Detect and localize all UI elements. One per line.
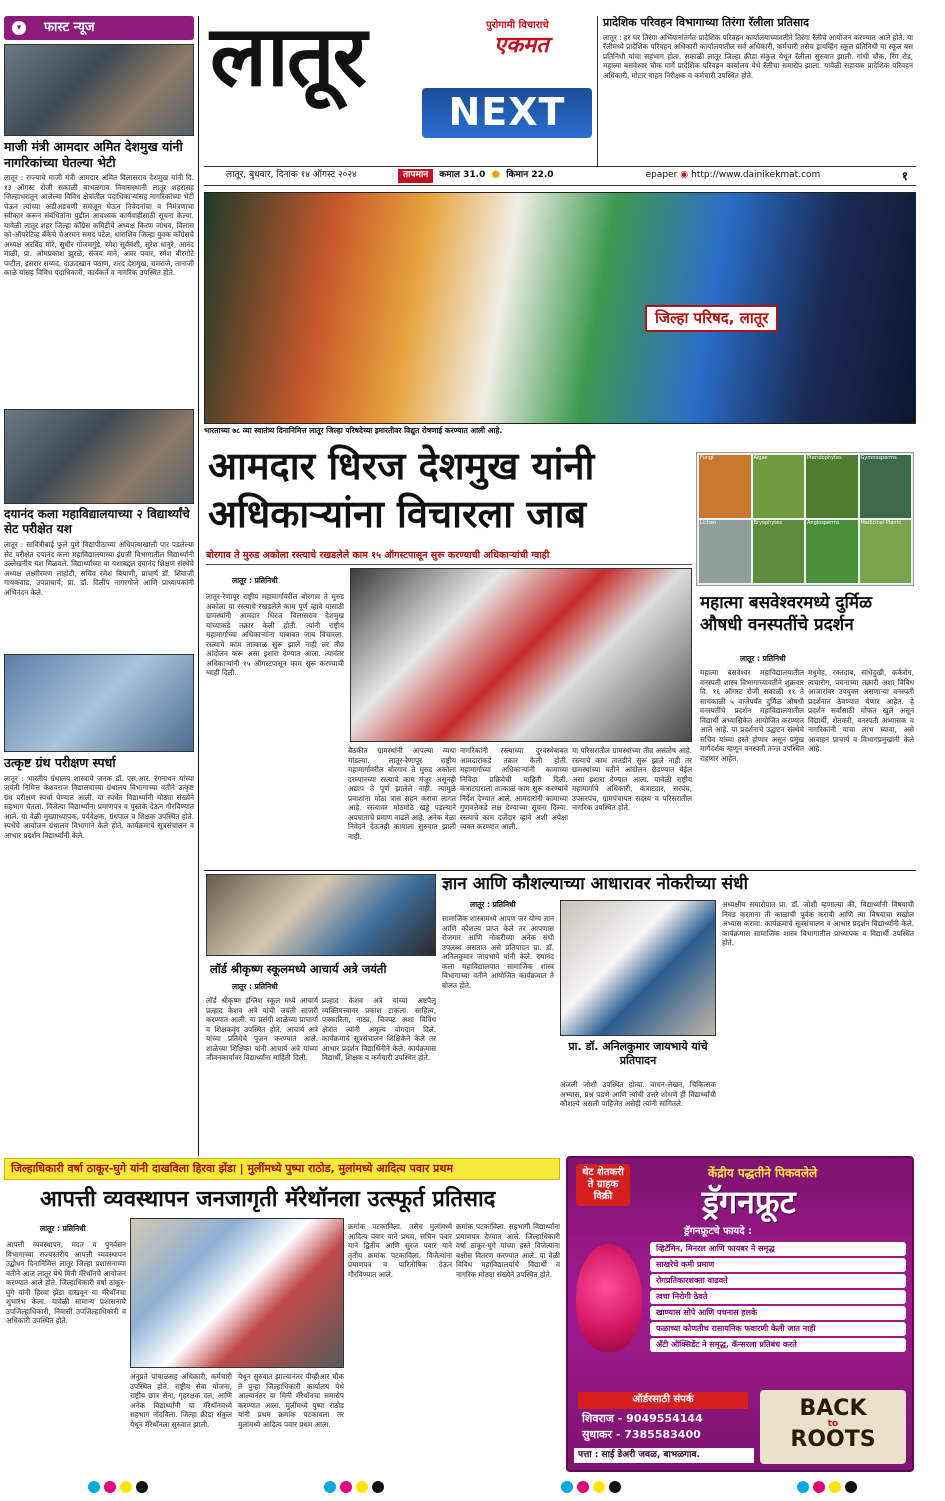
sun-icon: ✹ <box>490 167 502 183</box>
temp-min: किमान 22.0 <box>506 170 554 181</box>
main-photo <box>204 192 916 424</box>
website-link[interactable]: http://www.dainikekmat.com <box>691 170 821 181</box>
advert-title-small: केंद्रीय पद्धतीने पिकवलेले <box>708 1166 818 1180</box>
top-right-headline: प्रादेशिक परिवहन विभागाच्या तिरंगा रॅलीला प्रतिसाद <box>603 16 809 29</box>
plant-cell-pteridophytes: Pteridophytes <box>806 455 858 518</box>
lead-col4: या परिसरातील ग्रामस्थांच्या तीव्र असंतोष आहे. रस्त्याचे काम तातडीने सुरू झाले नाही तर ग्रामस्थांच्या वतीने आंदोलन छेडण्यात येईल असा इशारा देण्यात आला. यावेळी राष्ट्रीय महामार्गाचे अधिकारी, कंत्राटदार, सरपंच, उपसरपंच, ग्रामपंचायत सदस्य व परिसरातील नागरिक उपस्थित होते. <box>572 746 692 812</box>
main-photo-caption: भारताच्या ७८ व्या स्वातंत्र्य दिनानिमित्त लातूर जिल्हा परिषदेच्या इमारतीवर विद्युत रोषणाई करण्यात आली आहे. <box>204 426 503 435</box>
top-right-story <box>597 16 913 166</box>
plant-cell-fungi: Fungi <box>699 455 751 518</box>
page-number: १ <box>901 168 908 183</box>
acharya-headline: लॉर्ड श्रीकृष्ण स्कूलमध्ये आचार्य अत्रे जयंती <box>210 962 387 976</box>
skills-col2: अंजली जोशी उपस्थित होत्या. वाचन-लेखन, चिकित्सक अभ्यास, प्रश्न पडणे आणि त्यांची उत्तरे शोधणे ही विद्यार्थ्यांची कौशल्ये असली पाहिजेत असेही त्यांनी सांगितले. <box>560 1080 716 1108</box>
dateline-bar <box>204 166 916 186</box>
story3-headline: उत्कृष्ट ग्रंथ परीक्षण स्पर्धा <box>4 755 116 771</box>
benefit-item: खाण्यास सोपे आणि पचनास हलके <box>650 1306 906 1320</box>
plant-cell-algae: Algae <box>753 455 805 518</box>
story2-headline: दयानंद कला महाविद्यालयाच्या २ विद्यार्थ्यांचे सेट परीक्षेत यश <box>4 507 190 537</box>
benefit-item: साखरेचे कमी प्रमाण <box>650 1258 906 1272</box>
story2-body: लातूर : सावित्रीबाई फुले पुणे विद्यापीठाच्या अधिपत्याखाली पार पडलेल्या सेट परीक्षेत दयानंद कला महाविद्यालयाच्या इंग्रजी विभागातील विद्यार्थ्यांनी उल्लेखनीय यश मिळवले. विद्यार्थ्यांच्या या यशाबद्दल दयानंद शिक्षण संस्थेचे अध्यक्ष लक्ष्मीरमण लाहोटी, सचिव रमेश बियाणी, प्राचार्य डॉ. शिवाजी गायकवाड, उपप्राचार्य, प्रा. डॉ. दिलीप नागरगोजे आणि प्राध्यापकांनी अभिनंदन केले. <box>4 540 194 597</box>
skills-col3: अध्यक्षीय समारोपात प्रा. डॉ. जोशी म्हणाल्या की, विद्यार्थ्यांनी विषयाची निवड करताना ती काळाची पूर्वक करावी आणि त्या विषयाचा सखोल अभ्यास करावा. कार्यक्रमाचे सूत्रसंचालन व आभार प्रदर्शन विद्यार्थ्यांनी केले. कार्यक्रमास सामाजिक शास्त्र विभागातील प्राध्यापक व विद्यार्थी उपस्थित होते. <box>722 900 914 947</box>
plants-col1: महात्मा बसवेश्वर महाविद्यालयातील वनस्पती शास्त्र विभागाच्यावतीने शुक्रवार दि. १६ ऑगस्ट रोजी सकाळी ११ ते सायंकाळी ५ वाजेपर्यंत दुर्मिळ औषधी वनस्पतींचे प्रदर्शन महाविद्यालयातील विद्यार्थी अभ्यासिकेत आयोजित करण्यात आले आहे. या प्रदर्शनाचे उद्घाटन संस्थेचे सचिव यांच्या हस्ते होणार असून प्रमुख मार्गदर्शक म्हणून वनस्पती तज्ज्ञ उपस्थित राहणार आहेत. <box>700 668 804 763</box>
mid-divider <box>204 870 916 871</box>
acharya-photo <box>206 874 436 956</box>
advert-address: पत्ता : साई डेअरी जवळ, बाभळगाव. <box>574 1448 754 1463</box>
story2-photo <box>4 409 194 504</box>
story1-photo <box>4 44 194 136</box>
dragonfruit-image <box>576 1244 642 1352</box>
advert-tag: थेट शेतकरी ते ग्राहक विक्री <box>576 1164 630 1206</box>
globe-icon: ◉ <box>680 170 689 181</box>
skills-byline: लातूर : प्रतिनिधी <box>470 900 516 909</box>
lead-photo <box>350 568 692 742</box>
lead-col2: बैठकीत ग्रामस्थांनी आपल्या व्यथा मांडल्या. लातूर-रेणापूर राष्ट्रीय महामार्गावरील बोरगाव ते मुरुड अकोला दरम्यानच्या रस्त्याचे काम मंजूर असूनही अद्याप ते पूर्ण झालेले नाही. त्यामुळे प्रवाशांना मोठा त्रास सहन करावा लागत आहे. रस्त्यावर मोठमोठे खड्डे पडल्याने अपघाताचे प्रमाण वाढले आहे. अनेक वेळा निवेदने देऊनही कामाला सुरुवात झाली नाही. <box>348 746 456 841</box>
temp-max: कमाल 31.0 <box>439 170 486 181</box>
plants-panel <box>696 452 914 586</box>
lead-headline-1: आमदार धिरज देशमुख यांनी <box>208 444 595 488</box>
acharya-col1: लॉर्ड श्रीकृष्ण इंग्लिश स्कूल मध्ये आचार्य प्रल्हाद केशव अत्रे यांची जयंती साजरी करण्यात आली. या प्रसंगी शाळेच्या प्राचार्या व शिक्षकवृंद उपस्थित होते. आचार्य अत्रे यांच्या प्रतिमेचे पूजन करण्यात आले. शाळेच्या शिक्षिका यांनी आचार्य अत्रे यांच्या जीवनकार्यावर विद्यार्थ्यांना माहिती दिली. <box>206 996 318 1062</box>
benefit-item: अँटी ऑक्सिडेंट ने समृद्ध, कॅन्सरला प्रतिबंध करते <box>650 1338 906 1352</box>
dateline-text: लातूर, बुधवार, दिनांक १४ ऑगस्ट २०२४ <box>226 170 357 181</box>
plant-cell-medicinal: Medicinal Plants <box>860 520 912 583</box>
story3-photo <box>4 654 194 752</box>
marathon-col3: येथून सुरुवात झाल्यानंतर पीव्हीआर चौक ते पुन्हा जिल्हाधिकारी कार्यालय येथे आल्यानंतर या मिनी मॅरेथॉनचा समारोप करण्यात आला. मुलींमध्ये पुष्पा राठोड यांनी प्रथम क्रमांक पटकावला तर मुलांमध्ये आदित्य पवार प्रथम आला. <box>238 1372 344 1429</box>
registration-marks-bottom <box>0 1480 945 1496</box>
advert-title-big: ड्रॅगनफ्रूट <box>702 1183 796 1221</box>
masthead-brand: एकमत <box>494 33 549 58</box>
skills-col1: सामाजिक शास्त्रामध्ये आपण जर योग्य ज्ञान आणि कौशल्य प्राप्त केले तर आपणास रोजगार आणि नोकरीच्या अनेक संधी उपलब्ध असतात असे प्रतिपादन प्रा. डॉ. अनिलकुमार जायभाये यांनी केले. दयानंद कला महाविद्यालयात सामाजिक शास्त्र विभागाच्या वतीने आयोजित कार्यक्रमात ते बोलत होते. <box>442 914 554 990</box>
story1-headline: माजी मंत्री आमदार अमित देशमुख यांनी नागरिकांच्या घेतल्या भेटी <box>4 139 183 170</box>
marathon-col1: आपत्ती व्यवस्थापन, मदत व पुनर्वसन विभागाच्या राज्यस्तरीय आपत्ती व्यवस्थापन उद्बोधन दिनानिमित्त लातूर जिल्हा प्रशासनाच्या वतीने आज लातूर येथे मिनी मॅरेथॉनचे आयोजन करण्यात आले होते. जिल्हाधिकारी वर्षा ठाकूर-घुगे यांनी हिरवा झेंडा दाखवून या मॅरेथॉनचा शुभारंभ केला. यावेळी सामान्य प्रशासनाचे उपजिल्हाधिकारी, निवासी उपजिल्हाधिकारी व अधिकारी उपस्थित होते. <box>6 1240 126 1325</box>
down-arrow-icon: ▾ <box>12 21 26 35</box>
plants-byline: लातूर : प्रतिनिधी <box>740 654 786 663</box>
marathon-col4: क्रमांक पटकाविला. तसेच मुलांमध्ये आदित्य पवार याने प्रथम, सचिन पवार याने द्वितीय आणि सुरज पवार याने तृतीय क्रमांक पटकाविला. विजेत्यांना प्रमाणपत्र व पारितोषिक देऊन गौरविण्यात आले. <box>348 1222 452 1279</box>
advert-contact1: शिवराज - 9049554144 <box>582 1412 703 1425</box>
fast-news-header <box>4 16 194 40</box>
plants-col2: मधुमेह, रक्तदाब, सांधेदुखी, कर्करोग, त्वचारोग, पचनाच्या तक्रारी अशा विविध आजारांवर उपयुक्त असणाऱ्या वनस्पती प्रदर्शनात ठेवण्यात येणार आहेत. हे प्रदर्शन सर्वांसाठी मोफत खुले असून विद्यार्थी, शेतकरी, वनस्पती अभ्यासक व नागरिकांनी याचा लाभ घ्यावा, असे आवाहन प्राचार्य व विभागप्रमुखांनी केले आहे. <box>808 668 914 753</box>
marathon-col2: अनुप्रते पांचाळसह अधिकारी, कर्मचारी उपस्थित होते. राष्ट्रीय सेवा योजना, राष्ट्रीय छात्र सेना, गृहरक्षक दल, आणि अनेक विद्यार्थ्यांनी या मॅरेथॉनमध्ये सहभाग नोंदविला. जिल्हा क्रीडा संकुल येथून मॅरेथॉनला सुरुवात झाली. <box>130 1372 232 1429</box>
cmyk-dots <box>86 1481 150 1496</box>
building-sign: जिल्हा परिषद, लातूर <box>645 305 778 332</box>
dragonfruit-advert <box>566 1156 914 1472</box>
masthead-tagline: पुरोगामी विचाराचे <box>486 20 549 31</box>
marathon-byline: लातूर : प्रतिनिधी <box>40 1224 86 1233</box>
marathon-col5: क्रमांक पटकाविला. सहभागी विद्यार्थ्यांना प्रमाणपत्र देण्यात आले. जिल्हाधिकारी वर्षा ठाकूर-घुगे यांच्या हस्ते विजेत्यांना बक्षीस वितरण करण्यात आले. या वेळी विविध महाविद्यालयांचे विद्यार्थी व नागरिक मोठ्या संख्येने उपस्थित होते. <box>456 1222 560 1279</box>
story3-body: लातूर : भारतीय ग्रंथालय शास्त्राचे जनक डॉ. एस.आर. रंगनाथन यांच्या जयंती निमित्त केशवराज विद्यालयाच्या ग्रंथालय विभागाच्या वतीने उत्कृष्ट ग्रंथ परीक्षण स्पर्धा घेण्यात आली. या स्पर्धेत विद्यार्थ्यांनी मोठ्या संख्येने सहभाग घेतला. विजेत्या विद्यार्थ्यांना प्रमाणपत्र व पुस्तके देऊन गौरविण्यात आले. या वेळी मुख्याध्यापक, पर्यवेक्षक, ग्रंथपाल व शिक्षक उपस्थित होते. स्पर्धेचे आयोजन ग्रंथालय विभागाने केले होते. कार्यक्रमाचे सूत्रसंचालन व आभार प्रदर्शन विद्यार्थ्यांनी केले. <box>4 773 194 840</box>
marathon-headline: आपत्ती व्यवस्थापन जनजागृती मॅरेथॉनला उत्स्फूर्त प्रतिसाद <box>40 1187 496 1212</box>
advert-contact2: सुधाकर - 7385583400 <box>582 1428 701 1441</box>
cmyk-dots <box>559 1481 623 1496</box>
lead-byline: लातूर : प्रतिनिधी <box>232 576 278 585</box>
masthead-next: NEXT <box>422 88 592 138</box>
plant-cell-angiosperms: Angiosperms <box>806 520 858 583</box>
skills-headline: ज्ञान आणि कौशल्याच्या आधारावर नोकरीच्या संधी <box>442 874 749 894</box>
plants-headline: महात्मा बसवेश्वरमध्ये दुर्मिळ औषधी वनस्पतींचे प्रदर्शन <box>700 593 872 636</box>
left-column <box>4 16 194 1156</box>
plant-cell-bryophytes: Bryophytes <box>753 520 805 583</box>
left-column-divider <box>198 16 199 1156</box>
benefit-item: रोगप्रतिकारशक्ता वाढवते <box>650 1274 906 1288</box>
acharya-col2: प्रल्हाद केशव अत्रे यांच्या अष्टपैलू व्यक्तिमत्त्वावर प्रकाश टाकला. साहित्य, पत्रकारिता, नाट्य, चित्रपट अशा विविध क्षेत्रांत त्यांनी अमूल्य योगदान दिले. कार्यक्रमाचे सूत्रसंचालन शिक्षिकेने केले तर आभार प्रदर्शन विद्यार्थिनीने केले. कार्यक्रमास विद्यार्थी, शिक्षक व कर्मचारी उपस्थित होते. <box>322 996 436 1062</box>
lead-subhead: बोरगाव ते मुरुड अकोला रस्त्याचे रखडलेले काम १५ ऑगस्टपासून सुरू करण्याची अधिकाऱ्यांची ग्वाही <box>206 550 692 565</box>
back-to-roots-logo: BACK to ROOTS <box>760 1390 906 1464</box>
marathon-photo <box>130 1218 344 1368</box>
benefit-item: फळाच्या कोणतीच रासायनिक फवारणी केली जात नाही <box>650 1322 906 1336</box>
story1-body: लातूर : राज्याचे माजी मंत्री आमदार अमित विलासराव देशमुख यांनी दि. १३ ऑगस्ट रोजी सकाळी बाभळगाव निवासस्थानी लातूर शहरासह जिल्हाभरातून आलेल्या विविध क्षेत्रांतील पदाधिकाऱ्यांसह नागरिकांच्या भेटी घेऊन त्यांच्या अडीअडचणी समजून घेऊन निवेदनांचा व निमंत्रणाचा स्वीकार करून संबंधितांना पुढील आवश्यक कार्यवाहीसाठी सूचना केल्या. यावेळी लातूर शहर जिल्हा काँग्रेस कमिटीचे अध्यक्ष किरण जाधव, विलास को-ऑपरेटिव्ह बँकेचे चेअरमन समद पटेल, धाराशिव जिल्हा युवक कॉंग्रेसचे अध्यक्ष अरविंद मोरे, सुधीर गोजमगुंडे, रमेश सूर्यवंशी, सुरेश धानुरे, आनंद माळी, प्रा. ओमप्रकाश झुरळे, संजय माने, अमर पवार, रमेश बीरगोटे पाटील, इसरार सय्यद, दाऊदखान पठाण, शरद देशमुख, रामराजे, तानाजी काळे यांसह विविध पदाधिकारी, कार्यकर्ते व नागरिक उपस्थित होते. <box>4 173 194 278</box>
cmyk-dots <box>795 1481 859 1496</box>
lead-col1: लातूर-रेणापूर राष्ट्रीय महामार्गावरील बोरगाव ते मुरुड अकोला या रस्त्याचे रखडलेले काम पूर्ण व्हावे यासाठी ग्रामस्थांनी आमदार धिरज विलासराव देशमुख यांच्याकडे तक्रार केली होती. त्यांनी राष्ट्रीय महामार्गाच्या अधिकाऱ्यांना याबाबत जाब विचारला. रस्त्याचे काम तात्काळ सुरू झाले नाही तर तीव्र आंदोलन करू असा इशारा देण्यात आला. त्यानंतर अधिकाऱ्यांनी १५ ऑगस्टपासून काम सुरू करण्याची ग्वाही दिली. <box>206 592 344 677</box>
skills-photo <box>560 900 716 1036</box>
cmyk-dots <box>322 1481 386 1496</box>
benefit-item: व्हिटॅमिन, मिनरल आणि फायबर ने समृद्ध <box>650 1242 906 1256</box>
advert-order-label: ऑर्डरसाठी संपर्क <box>578 1392 748 1409</box>
masthead-title-latur: लातूर <box>210 7 365 105</box>
temp-label: तापमान <box>398 169 433 182</box>
acharya-byline: लातूर : प्रतिनिधी <box>232 982 278 991</box>
plant-cell-lichen: Lichen <box>699 520 751 583</box>
skills-quote-box: प्रा. डॉ. अनिलकुमार जायभाये यांचे प्रतिपादन <box>568 1040 708 1068</box>
epaper-label: epaper <box>645 170 678 181</box>
benefit-item: त्वचा निरोगी ठेवते <box>650 1290 906 1304</box>
advert-benefits-header: ड्रॅगनफ्रूटचे फायदे : <box>684 1226 753 1237</box>
lead-col3: नागरिकांनी रस्त्याच्या दुरवस्थेबाबत आमदारांकडे तक्रार केली होती. महामार्गाच्या अधिकाऱ्यांनी कामाच्या निविदा प्रक्रियेची माहिती दिली. कंत्राटदाराला तात्काळ काम सुरू करण्याचे निर्देश देण्यात आले. आमदारांनी कामाच्या गुणवत्तेकडे लक्ष देण्याच्या सूचना दिल्या. रस्त्याचे काम दर्जेदार व्हावे अशी अपेक्षा व्यक्त करण्यात आली. <box>460 746 568 831</box>
masthead <box>204 7 594 164</box>
advert-benefits-list <box>646 1240 910 1354</box>
top-right-body: लातूर : हर घर तिरंगा अभियानांतर्गत प्रादेशिक परिवहन कार्यालयाच्यावतीने तिरंगा रॅलीचे आयोजन करण्यात आले होते. या रॅलीमध्ये प्रादेशिक परिवहन अधिकारी कार्यालयातील सर्व अधिकारी, कर्मचारी तसेच ड्रायव्हिंग स्कूल प्रतिनिधी या स्कूल बस प्रतिनिधी यांचा सहभाग होता. सकाळी लातूर जिल्हा क्रीडा संकुल येथून रॅलीला सुरुवात झाली. गांधी चौक, रिंग रोड, महात्मा बसवेश्वर चौक मार्गे प्रादेशिक परिवहन कार्यालय येथे रॅलीचा समारोप झाला. यावेळी सहायक प्रादेशिक परिवहन अधिकारी, मोटार वाहन निरीक्षक व कर्मचारी उपस्थित होते. <box>603 32 913 80</box>
lead-headline-2: अधिकाऱ्यांना विचारला जाब <box>208 492 587 536</box>
marathon-banner: जिल्हाधिकारी वर्षा ठाकूर-घुगे यांनी दाखविला हिरवा झेंडा | मुलींमध्ये पुष्पा राठोड, मुलांमध्ये आदित्य पवार प्रथम <box>4 1158 560 1180</box>
plant-cell-gymnosperms: Gymnosperms <box>860 455 912 518</box>
fast-news-label: फास्ट न्यूज <box>44 19 95 35</box>
